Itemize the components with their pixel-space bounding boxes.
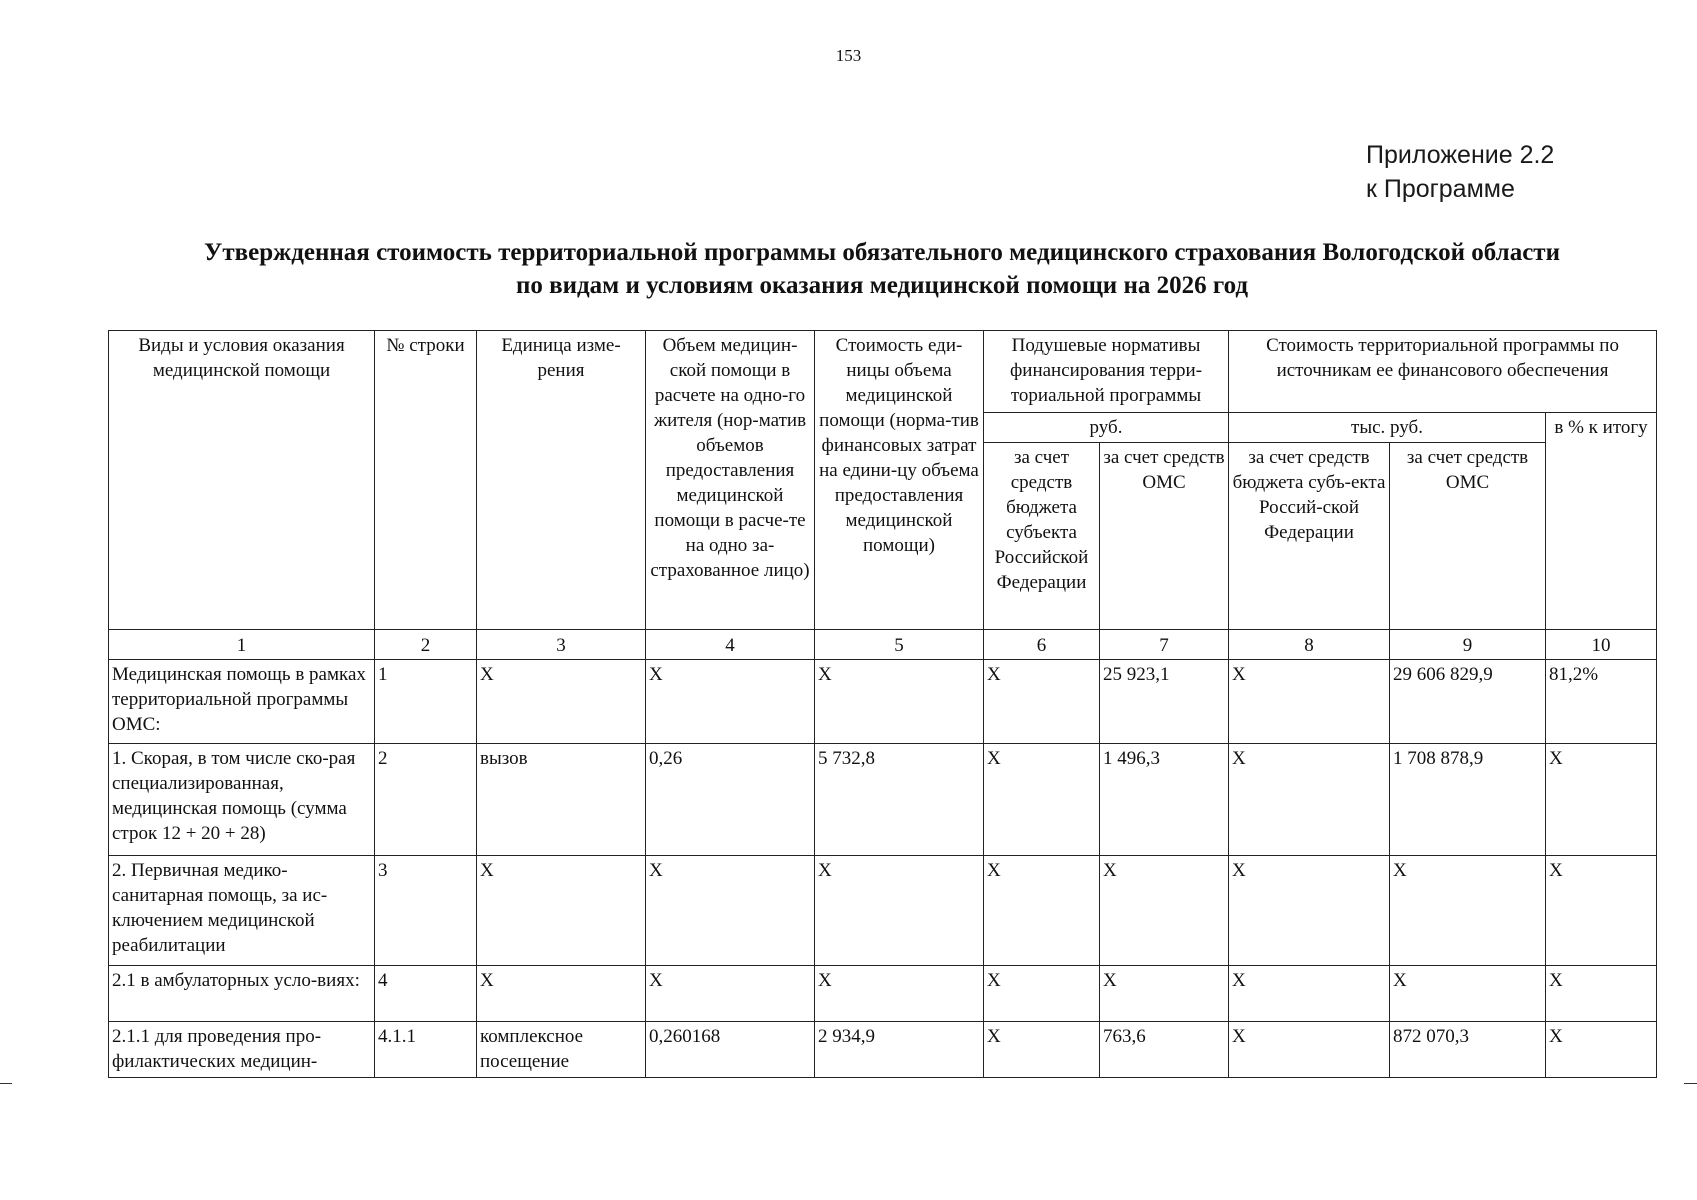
row-unit: X: [477, 856, 646, 966]
row-cost-budget: X: [1229, 1022, 1390, 1078]
row-volume: X: [646, 966, 815, 1022]
row-name: 2.1 в амбулаторных усло-виях:: [109, 966, 375, 1022]
row-pc-budget: X: [984, 966, 1100, 1022]
column-number: 7: [1100, 630, 1229, 660]
header-volume: Объем медицин-ской помощи в расчете на одно-го жителя (нор-матив объемов предоставления медицинской помощи в расче-те на одно за-страхованное лицо): [646, 331, 815, 630]
column-number: 10: [1546, 630, 1657, 660]
header-unit: Единица изме-рения: [477, 331, 646, 630]
row-cost-budget: X: [1229, 660, 1390, 744]
row-unit-cost: X: [815, 966, 984, 1022]
appendix-line-2: к Программе: [1366, 175, 1515, 203]
column-number: 2: [375, 630, 477, 660]
table-row: [109, 1022, 1657, 1078]
header-pc-budget: за счет средств бюджета субъекта Российской Федерации: [984, 443, 1100, 630]
header-percent-of-total: в % к итогу: [1546, 413, 1657, 630]
row-volume: X: [646, 660, 815, 744]
row-pc-oms: 763,6: [1100, 1022, 1229, 1078]
row-percent: X: [1546, 1022, 1657, 1078]
table-row: [109, 856, 1657, 966]
page-cut-mark-right: [1684, 1083, 1697, 1084]
row-name: 2. Первичная медико-санитарная помощь, за ис-ключением медицинской реабилитации: [109, 856, 375, 966]
table-row: [109, 660, 1657, 744]
row-line-number: 3: [375, 856, 477, 966]
row-line-number: 2: [375, 744, 477, 856]
row-percent: 81,2%: [1546, 660, 1657, 744]
row-pc-oms: X: [1100, 856, 1229, 966]
column-number: 5: [815, 630, 984, 660]
row-percent: X: [1546, 744, 1657, 856]
header-unit-thousand-rub: тыс. руб.: [1229, 413, 1546, 443]
row-unit-cost: 5 732,8: [815, 744, 984, 856]
table-row: [109, 744, 1657, 856]
row-name: Медицинская помощь в рамках территориальной программы ОМС:: [109, 660, 375, 744]
cost-table: [108, 330, 1657, 1078]
row-unit-cost: 2 934,9: [815, 1022, 984, 1078]
column-number: 1: [109, 630, 375, 660]
row-name: 1. Скорая, в том числе ско-рая специализированная, медицинская помощь (сумма строк 12 + 20 + 28): [109, 744, 375, 856]
row-pc-oms: 25 923,1: [1100, 660, 1229, 744]
title-line-2: по видам и условиям оказания медицинской помощи на 2026 год: [515, 272, 1249, 299]
row-cost-budget: X: [1229, 856, 1390, 966]
row-line-number: 4: [375, 966, 477, 1022]
row-cost-budget: X: [1229, 966, 1390, 1022]
row-pc-budget: X: [984, 1022, 1100, 1078]
row-pc-oms: X: [1100, 966, 1229, 1022]
row-percent: X: [1546, 966, 1657, 1022]
row-cost-oms: X: [1390, 966, 1546, 1022]
header-pc-oms: за счет средств ОМС: [1100, 443, 1229, 630]
row-unit-cost: X: [815, 856, 984, 966]
header-unit-cost: Стоимость еди-ницы объема медицинской помощи (норма-тив финансовых затрат на едини-цу объема предоставления медицинской помощи): [815, 331, 984, 630]
title-line-1: Утвержденная стоимость территориальной программы обязательного медицинского страхования Вологодской области: [204, 239, 1560, 266]
header-per-capita-group: Подушевые нормативы финансирования терри-ториальной программы: [984, 331, 1229, 413]
row-volume: 0,26: [646, 744, 815, 856]
header-kinds-of-care: Виды и условия оказания медицинской помощи: [109, 331, 375, 630]
column-number: 3: [477, 630, 646, 660]
header-cost-oms: за счет средств ОМС: [1390, 443, 1546, 630]
row-unit: X: [477, 660, 646, 744]
column-number: 6: [984, 630, 1100, 660]
row-pc-budget: X: [984, 744, 1100, 856]
row-percent: X: [1546, 856, 1657, 966]
column-number: 4: [646, 630, 815, 660]
page-cut-mark-left: [0, 1083, 12, 1084]
row-line-number: 4.1.1: [375, 1022, 477, 1078]
row-cost-oms: 1 708 878,9: [1390, 744, 1546, 856]
column-number-row: [109, 630, 1657, 660]
header-line-number: № строки: [375, 331, 477, 630]
row-unit-cost: X: [815, 660, 984, 744]
appendix-line-1: Приложение 2.2: [1366, 141, 1555, 169]
row-unit: X: [477, 966, 646, 1022]
document-title: [108, 236, 1656, 302]
row-pc-oms: 1 496,3: [1100, 744, 1229, 856]
appendix-label: [1366, 138, 1554, 206]
row-cost-budget: X: [1229, 744, 1390, 856]
row-volume: 0,260168: [646, 1022, 815, 1078]
row-cost-oms: 29 606 829,9: [1390, 660, 1546, 744]
row-name: 2.1.1 для проведения про-филактических медицин-: [109, 1022, 375, 1078]
row-volume: X: [646, 856, 815, 966]
row-unit: вызов: [477, 744, 646, 856]
page-number: 153: [835, 46, 862, 65]
row-line-number: 1: [375, 660, 477, 744]
row-pc-budget: X: [984, 856, 1100, 966]
table-row: [109, 966, 1657, 1022]
header-program-cost-group: Стоимость территориальной программы по источникам ее финансового обеспечения: [1229, 331, 1657, 413]
row-cost-oms: 872 070,3: [1390, 1022, 1546, 1078]
column-number: 9: [1390, 630, 1546, 660]
header-unit-rub: руб.: [984, 413, 1229, 443]
row-unit: комплексное посещение: [477, 1022, 646, 1078]
row-cost-oms: X: [1390, 856, 1546, 966]
row-pc-budget: X: [984, 660, 1100, 744]
header-cost-budget: за счет средств бюджета субъ-екта Россий-ской Федерации: [1229, 443, 1390, 630]
column-number: 8: [1229, 630, 1390, 660]
